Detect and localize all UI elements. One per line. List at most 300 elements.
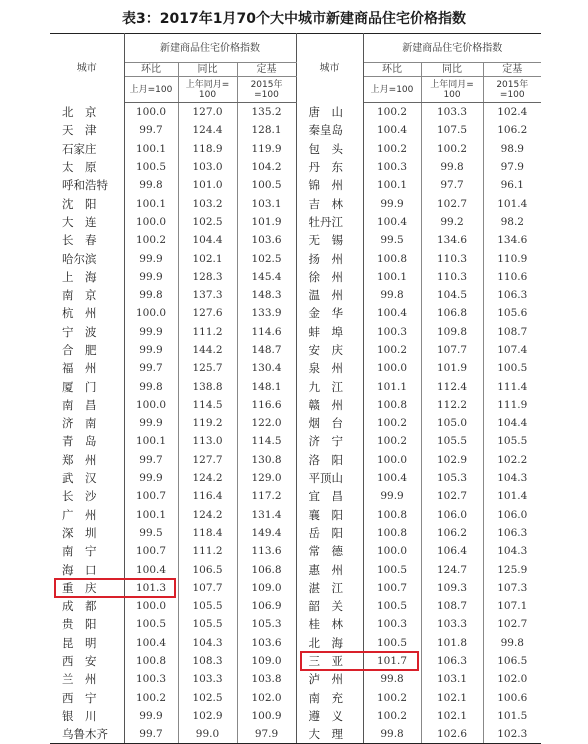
- yoy-cell: 99.2: [421, 213, 483, 231]
- yoy-cell: 108.3: [178, 652, 237, 670]
- mom-cell: 99.9: [124, 414, 178, 432]
- yoy-cell: 105.5: [421, 432, 483, 450]
- yoy-cell: 124.7: [421, 560, 483, 578]
- city-name: 牡丹江: [308, 214, 344, 229]
- base-cell: 114.6: [237, 323, 296, 341]
- yoy-cell: 99.8: [421, 158, 483, 176]
- city-cell: [50, 432, 124, 450]
- city-name: 长 沙: [62, 489, 97, 504]
- city-name: 宁 波: [62, 324, 97, 339]
- city-cell: [50, 194, 124, 212]
- city-cell: [296, 341, 363, 359]
- base-cell: 106.0: [483, 506, 541, 524]
- mom-cell: 99.9: [124, 469, 178, 487]
- base-cell: 104.4: [483, 414, 541, 432]
- city-cell: [50, 487, 124, 505]
- city-cell: [296, 506, 363, 524]
- yoy-cell: 127.6: [178, 304, 237, 322]
- base-cell: 100.6: [483, 689, 541, 707]
- table-row: [50, 487, 541, 505]
- city-name: 丹 东: [308, 160, 344, 175]
- table-row: [50, 176, 541, 194]
- city-name: 北 京: [62, 104, 97, 119]
- yoy-cell: 102.1: [421, 707, 483, 725]
- yoy-cell: 102.1: [421, 689, 483, 707]
- base-cell: 114.5: [237, 432, 296, 450]
- mom-cell: 100.8: [363, 249, 421, 267]
- city-cell: [50, 414, 124, 432]
- mom-cell: 100.8: [363, 506, 421, 524]
- base-cell: 103.1: [237, 194, 296, 212]
- city-name: 襄 阳: [308, 507, 344, 522]
- yoy-cell: 111.2: [178, 542, 237, 560]
- city-cell: [296, 304, 363, 322]
- yoy-cell: 109.3: [421, 579, 483, 597]
- sub-yoy: 上年同月= 100: [178, 77, 237, 103]
- yoy-cell: 144.2: [178, 341, 237, 359]
- mom-cell: 100.4: [124, 560, 178, 578]
- table-row: [50, 341, 541, 359]
- yoy-cell: 99.0: [178, 725, 237, 744]
- base-cell: 116.6: [237, 396, 296, 414]
- base-cell: 148.7: [237, 341, 296, 359]
- city-name: 洛 阳: [308, 452, 344, 467]
- base-cell: 107.1: [483, 597, 541, 615]
- city-name: 海 口: [62, 562, 97, 577]
- table-row: [50, 323, 541, 341]
- city-cell: [50, 615, 124, 633]
- yoy-cell: 112.4: [421, 377, 483, 395]
- table-row: [50, 670, 541, 688]
- mom-cell: 100.3: [363, 323, 421, 341]
- city-name: 济 宁: [308, 434, 344, 449]
- base-cell: 104.2: [237, 158, 296, 176]
- yoy-cell: 127.0: [178, 103, 237, 122]
- city-name: 昆 明: [62, 635, 97, 650]
- yoy-cell: 101.0: [178, 176, 237, 194]
- table-row: [50, 707, 541, 725]
- base-cell: 145.4: [237, 268, 296, 286]
- mom-cell: 99.8: [124, 377, 178, 395]
- base-cell: 103.6: [237, 634, 296, 652]
- city-name: 上 海: [62, 269, 97, 284]
- city-cell: [50, 597, 124, 615]
- city-name: 烟 台: [308, 416, 344, 431]
- yoy-cell: 111.2: [178, 323, 237, 341]
- city-name: 安 庆: [308, 343, 344, 357]
- city-name: 湛 江: [308, 580, 344, 595]
- base-cell: 128.1: [237, 121, 296, 139]
- base-cell: 133.9: [237, 304, 296, 322]
- base-cell: 100.9: [237, 707, 296, 725]
- yoy-cell: 102.9: [421, 451, 483, 469]
- mom-cell: 99.8: [124, 286, 178, 304]
- base-cell: 101.4: [483, 487, 541, 505]
- city-cell: [296, 414, 363, 432]
- yoy-cell: 103.0: [178, 158, 237, 176]
- city-name: 锦 州: [308, 178, 344, 193]
- city-cell: [296, 249, 363, 267]
- mom-cell: 100.5: [124, 158, 178, 176]
- yoy-cell: 100.2: [421, 140, 483, 158]
- city-cell: [50, 249, 124, 267]
- yoy-cell: 97.7: [421, 176, 483, 194]
- city-name: 济 南: [62, 416, 97, 431]
- city-name: 乌鲁木齐: [62, 727, 108, 742]
- base-cell: 102.5: [237, 249, 296, 267]
- city-cell: [296, 432, 363, 450]
- mom-cell: 100.0: [124, 396, 178, 414]
- city-name: 沈 阳: [62, 196, 97, 211]
- mom-cell: 100.5: [363, 560, 421, 578]
- yoy-cell: 127.7: [178, 451, 237, 469]
- city-cell: [50, 158, 124, 176]
- col-mom: 环比: [124, 63, 178, 77]
- city-name: 九 江: [308, 379, 344, 394]
- table-row: [50, 634, 541, 652]
- base-cell: 148.3: [237, 286, 296, 304]
- city-name: 包 头: [308, 141, 344, 156]
- mom-cell: 101.3: [124, 579, 178, 597]
- yoy-cell: 102.7: [421, 487, 483, 505]
- col-yoy: 同比: [421, 63, 483, 77]
- table-row: [50, 286, 541, 304]
- yoy-cell: 106.4: [421, 542, 483, 560]
- table-row: [50, 689, 541, 707]
- yoy-cell: 118.4: [178, 524, 237, 542]
- mom-cell: 100.2: [363, 707, 421, 725]
- table-row: [50, 506, 541, 524]
- city-cell: [296, 176, 363, 194]
- mom-cell: 100.5: [363, 597, 421, 615]
- base-cell: 107.3: [483, 579, 541, 597]
- city-name: 泸 州: [308, 672, 344, 687]
- base-cell: 100.5: [237, 176, 296, 194]
- city-name: 北 海: [308, 635, 344, 650]
- city-name: 长 春: [62, 233, 97, 248]
- base-cell: 104.3: [483, 542, 541, 560]
- mom-cell: 100.1: [124, 140, 178, 158]
- base-cell: 96.1: [483, 176, 541, 194]
- table-row: [50, 377, 541, 395]
- mom-cell: 100.4: [363, 213, 421, 231]
- city-cell: [296, 158, 363, 176]
- city-name: 唐 山: [308, 104, 344, 119]
- city-name: 温 州: [308, 288, 344, 303]
- yoy-cell: 103.3: [178, 670, 237, 688]
- city-cell: [296, 689, 363, 707]
- mom-cell: 100.8: [363, 524, 421, 542]
- city-name: 重 庆: [62, 580, 97, 595]
- base-cell: 130.4: [237, 359, 296, 377]
- yoy-cell: 105.0: [421, 414, 483, 432]
- yoy-cell: 110.3: [421, 249, 483, 267]
- city-cell: [296, 707, 363, 725]
- city-cell: [50, 140, 124, 158]
- city-cell: [296, 597, 363, 615]
- city-name: 无 锡: [308, 233, 344, 248]
- city-name: 厦 门: [62, 379, 97, 394]
- base-cell: 149.4: [237, 524, 296, 542]
- mom-cell: 100.1: [124, 506, 178, 524]
- mom-cell: 100.3: [124, 670, 178, 688]
- city-cell: [296, 396, 363, 414]
- table-row: [50, 615, 541, 633]
- table-row: [50, 304, 541, 322]
- city-cell: [50, 469, 124, 487]
- city-name: 平顶山: [308, 471, 344, 486]
- city-cell: [296, 560, 363, 578]
- city-cell: [50, 268, 124, 286]
- yoy-cell: 105.3: [421, 469, 483, 487]
- mom-cell: 100.8: [363, 396, 421, 414]
- mom-cell: 99.5: [124, 524, 178, 542]
- mom-cell: 100.3: [363, 158, 421, 176]
- yoy-cell: 105.5: [178, 615, 237, 633]
- table-row: [50, 249, 541, 267]
- city-cell: [296, 140, 363, 158]
- yoy-cell: 103.3: [421, 103, 483, 122]
- mom-cell: 101.1: [363, 377, 421, 395]
- city-name: 福 州: [62, 361, 97, 376]
- city-name: 遵 义: [308, 708, 344, 723]
- yoy-cell: 102.6: [421, 725, 483, 744]
- city-name: 惠 州: [308, 562, 344, 577]
- city-cell: [296, 670, 363, 688]
- mom-cell: 100.4: [363, 469, 421, 487]
- base-cell: 122.0: [237, 414, 296, 432]
- base-cell: 113.6: [237, 542, 296, 560]
- mom-cell: 99.9: [124, 249, 178, 267]
- city-name: 银 川: [62, 708, 97, 723]
- base-cell: 103.8: [237, 670, 296, 688]
- highlight-box-chongqing: [54, 578, 176, 598]
- mom-cell: 100.1: [363, 176, 421, 194]
- mom-cell: 99.7: [124, 451, 178, 469]
- base-cell: 108.7: [483, 323, 541, 341]
- city-cell: [50, 670, 124, 688]
- city-name: 郑 州: [62, 452, 97, 467]
- base-cell: 109.0: [237, 579, 296, 597]
- base-cell: 125.9: [483, 560, 541, 578]
- city-cell: [50, 176, 124, 194]
- base-cell: 97.9: [237, 725, 296, 744]
- base-cell: 102.0: [483, 670, 541, 688]
- mom-cell: 100.7: [124, 542, 178, 560]
- city-name: 石家庄: [62, 141, 97, 156]
- city-cell: [50, 323, 124, 341]
- city-name: 扬 州: [308, 251, 344, 266]
- city-cell: [296, 286, 363, 304]
- mom-cell: 99.7: [124, 121, 178, 139]
- city-name: 常 德: [308, 544, 344, 559]
- price-index-table: [50, 33, 541, 744]
- mom-cell: 99.8: [363, 286, 421, 304]
- yoy-cell: 104.3: [178, 634, 237, 652]
- city-cell: [50, 304, 124, 322]
- table-row: [50, 469, 541, 487]
- mom-cell: 100.5: [363, 634, 421, 652]
- city-name: 岳 阳: [308, 525, 344, 540]
- table-row: [50, 213, 541, 231]
- city-name: 金 华: [308, 306, 344, 321]
- base-cell: 98.9: [483, 140, 541, 158]
- city-cell: [50, 359, 124, 377]
- yoy-cell: 110.3: [421, 268, 483, 286]
- mom-cell: 99.9: [363, 194, 421, 212]
- base-cell: 106.8: [237, 560, 296, 578]
- yoy-cell: 125.7: [178, 359, 237, 377]
- mom-cell: 100.4: [124, 634, 178, 652]
- mom-cell: 100.7: [363, 579, 421, 597]
- city-name: 秦皇岛: [308, 123, 344, 138]
- city-cell: [50, 506, 124, 524]
- mom-cell: 100.1: [124, 194, 178, 212]
- mom-cell: 100.0: [363, 542, 421, 560]
- city-name: 宜 昌: [308, 489, 344, 504]
- city-cell: [296, 579, 363, 597]
- city-cell: [50, 103, 124, 122]
- yoy-cell: 138.8: [178, 377, 237, 395]
- yoy-cell: 106.0: [421, 506, 483, 524]
- mom-cell: 99.7: [124, 359, 178, 377]
- city-cell: [296, 615, 363, 633]
- yoy-cell: 112.2: [421, 396, 483, 414]
- base-cell: 130.8: [237, 451, 296, 469]
- mom-cell: 100.0: [363, 451, 421, 469]
- base-cell: 106.2: [483, 121, 541, 139]
- city-name: 广 州: [62, 507, 97, 522]
- table-row: [50, 359, 541, 377]
- yoy-cell: 103.3: [421, 615, 483, 633]
- base-cell: 100.5: [483, 359, 541, 377]
- mom-cell: 100.2: [363, 414, 421, 432]
- city-cell: [50, 542, 124, 560]
- city-cell: [50, 286, 124, 304]
- mom-cell: 100.2: [363, 103, 421, 122]
- yoy-cell: 128.3: [178, 268, 237, 286]
- yoy-cell: 108.7: [421, 597, 483, 615]
- table-row: [50, 103, 541, 122]
- city-name: 韶 关: [308, 599, 344, 614]
- city-header: 城市: [296, 34, 363, 103]
- city-cell: [296, 121, 363, 139]
- mom-cell: 100.5: [124, 615, 178, 633]
- col-mom: 环比: [363, 63, 421, 77]
- base-cell: 102.4: [483, 103, 541, 122]
- table-row: [50, 451, 541, 469]
- mom-cell: 99.8: [124, 176, 178, 194]
- sub-yoy: 上年同月= 100: [421, 77, 483, 103]
- sub-base: 2015年 =100: [237, 77, 296, 103]
- yoy-cell: 116.4: [178, 487, 237, 505]
- city-cell: [296, 487, 363, 505]
- base-cell: 102.2: [483, 451, 541, 469]
- yoy-cell: 124.2: [178, 469, 237, 487]
- base-cell: 105.5: [483, 432, 541, 450]
- table-body: [50, 103, 541, 744]
- yoy-cell: 107.5: [421, 121, 483, 139]
- mom-cell: 99.8: [363, 725, 421, 744]
- mom-cell: 99.7: [124, 725, 178, 744]
- mom-cell: 99.8: [363, 670, 421, 688]
- base-cell: 99.8: [483, 634, 541, 652]
- base-cell: 106.9: [237, 597, 296, 615]
- city-cell: [296, 451, 363, 469]
- city-cell: [296, 524, 363, 542]
- base-cell: 148.1: [237, 377, 296, 395]
- yoy-cell: 106.3: [421, 652, 483, 670]
- table-title: 表3：2017年1月70个大中城市新建商品住宅价格指数: [122, 11, 466, 27]
- yoy-cell: 134.6: [421, 231, 483, 249]
- base-cell: 117.2: [237, 487, 296, 505]
- city-cell: [50, 689, 124, 707]
- city-cell: [50, 213, 124, 231]
- city-cell: [296, 542, 363, 560]
- city-cell: [296, 359, 363, 377]
- mom-cell: 100.4: [363, 121, 421, 139]
- base-cell: 106.3: [483, 524, 541, 542]
- mom-cell: 101.7: [363, 652, 421, 670]
- city-cell: [296, 377, 363, 395]
- base-cell: 104.3: [483, 469, 541, 487]
- mom-cell: 99.9: [124, 268, 178, 286]
- city-cell: [50, 396, 124, 414]
- city-name: 西 安: [62, 654, 97, 669]
- city-name: 大 理: [308, 727, 344, 742]
- table-row: [50, 725, 541, 744]
- city-name: 大 连: [62, 214, 97, 229]
- col-yoy: 同比: [178, 63, 237, 77]
- city-name: 成 都: [62, 599, 97, 614]
- col-base: 定基: [237, 63, 296, 77]
- base-cell: 101.4: [483, 194, 541, 212]
- city-name: 深 圳: [62, 525, 97, 540]
- city-name: 泉 州: [308, 361, 344, 376]
- mom-cell: 100.2: [363, 689, 421, 707]
- yoy-cell: 106.8: [421, 304, 483, 322]
- yoy-cell: 102.9: [178, 707, 237, 725]
- yoy-cell: 103.2: [178, 194, 237, 212]
- mom-cell: 100.2: [124, 231, 178, 249]
- mom-cell: 99.9: [124, 707, 178, 725]
- base-cell: 134.6: [483, 231, 541, 249]
- table-row: [50, 542, 541, 560]
- yoy-cell: 101.9: [421, 359, 483, 377]
- table-row: [50, 432, 541, 450]
- yoy-cell: 101.8: [421, 634, 483, 652]
- city-name: 三 亚: [308, 654, 344, 669]
- yoy-cell: 107.7: [178, 579, 237, 597]
- table-row: [50, 597, 541, 615]
- yoy-cell: 103.1: [421, 670, 483, 688]
- base-cell: 105.3: [237, 615, 296, 633]
- city-cell: [50, 341, 124, 359]
- mom-cell: 100.0: [124, 597, 178, 615]
- city-name: 南 京: [62, 288, 97, 303]
- yoy-cell: 124.2: [178, 506, 237, 524]
- city-name: 哈尔滨: [62, 251, 97, 266]
- city-header: 城市: [50, 34, 124, 103]
- city-cell: [50, 560, 124, 578]
- base-cell: 101.5: [483, 707, 541, 725]
- mom-cell: 100.3: [363, 615, 421, 633]
- city-cell: [50, 707, 124, 725]
- city-cell: [50, 231, 124, 249]
- sub-mom: 上月=100: [363, 77, 421, 103]
- yoy-cell: 104.5: [421, 286, 483, 304]
- base-cell: 135.2: [237, 103, 296, 122]
